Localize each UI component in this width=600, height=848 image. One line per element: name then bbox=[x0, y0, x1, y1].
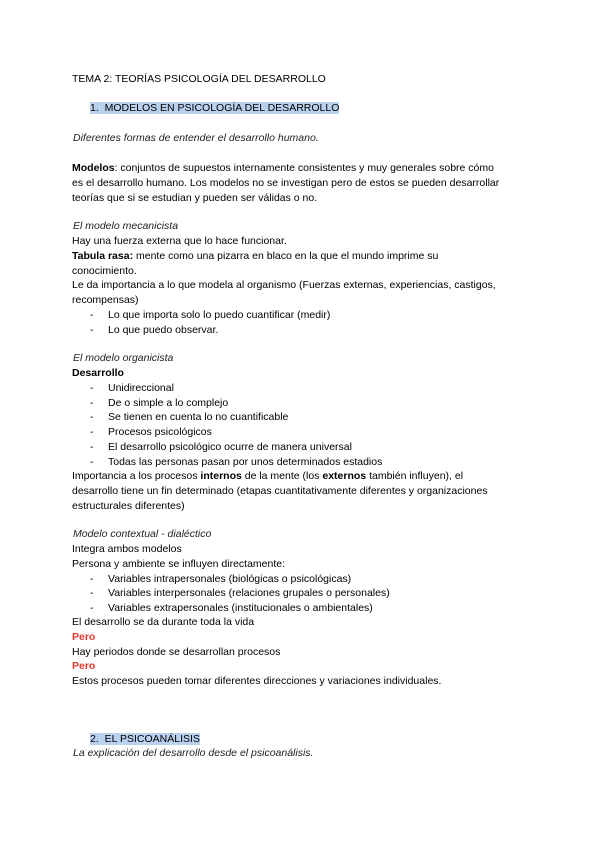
list-dash: - bbox=[90, 397, 94, 409]
list-item: Lo que puedo observar. bbox=[108, 324, 219, 336]
contextual-p3: El desarrollo se da durante toda la vida bbox=[72, 616, 255, 628]
pero-label-1: Pero bbox=[72, 631, 96, 643]
mecanicista-p3-line-2: recompensas) bbox=[72, 294, 139, 306]
list-dash: - bbox=[90, 456, 94, 468]
list-item: Variables intrapersonales (biológicas o psicológicas) bbox=[108, 573, 352, 585]
externos-term: externos bbox=[322, 470, 367, 482]
list-item: Unidireccional bbox=[108, 382, 174, 394]
section-1-intro: Diferentes formas de entender el desarrollo humano. bbox=[73, 132, 319, 144]
section-2-number: 2. bbox=[90, 733, 99, 745]
list-item: Todas las personas pasan por unos determinados estadios bbox=[108, 456, 383, 468]
section-1-heading bbox=[90, 101, 339, 115]
list-item: Variables extrapersonales (institucionales o ambientales) bbox=[108, 602, 373, 614]
section-2-heading bbox=[90, 732, 200, 746]
models-definition-line-3: teorías que si se estudian y pueden ser válidas o no. bbox=[72, 192, 318, 204]
mecanicista-p1: Hay una fuerza externa que lo hace funcionar. bbox=[72, 235, 287, 247]
mecanicista-p3-line-1: Le da importancia a lo que modela al organismo (Fuerzas externas, experiencias, castigos, bbox=[72, 279, 496, 291]
contextual-p2: Persona y ambiente se influyen directamente: bbox=[72, 558, 286, 570]
section-1-number: 1. bbox=[90, 102, 99, 114]
organicista-title: El modelo organicista bbox=[73, 352, 174, 364]
models-definition-line-2: es el desarrollo humano. Los modelos no se investigan pero de estos se pueden desarrollar bbox=[72, 177, 500, 189]
tabula-rasa-line-2: conocimiento. bbox=[72, 265, 137, 277]
models-term: Modelos bbox=[72, 162, 115, 174]
list-item: Variables interpersonales (relaciones grupales o personales) bbox=[108, 587, 390, 599]
organicista-paragraph-line-3: estructurales diferentes) bbox=[72, 500, 185, 512]
list-dash: - bbox=[90, 426, 94, 438]
list-dash: - bbox=[90, 324, 94, 336]
list-dash: - bbox=[90, 411, 94, 423]
list-dash: - bbox=[90, 602, 94, 614]
contextual-p5: Estos procesos pueden tomar diferentes direcciones y variaciones individuales. bbox=[72, 675, 442, 687]
list-item: Procesos psicológicos bbox=[108, 426, 212, 438]
contextual-p1: Integra ambos modelos bbox=[72, 543, 182, 555]
section-1-title: MODELOS EN PSICOLOGÍA DEL DESARROLLO bbox=[104, 102, 340, 114]
pero-label-2: Pero bbox=[72, 660, 96, 672]
organicista-paragraph-line-2: desarrollo tiene un fin determinado (etapas cuantitativamente diferentes y organizaciones bbox=[72, 485, 488, 497]
list-dash: - bbox=[90, 573, 94, 585]
list-item: Se tienen en cuenta lo no cuantificable bbox=[108, 411, 289, 423]
organicista-paragraph-line-1: Importancia a los procesos internos de la mente (los externos también influyen), el bbox=[72, 470, 464, 482]
organicista-subtitle: Desarrollo bbox=[72, 367, 124, 379]
mecanicista-title: El modelo mecanicista bbox=[73, 220, 179, 232]
internos-term: internos bbox=[200, 470, 242, 482]
list-dash: - bbox=[90, 441, 94, 453]
list-item: De o simple a lo complejo bbox=[108, 397, 229, 409]
section-2-title: EL PSICOANÁLISIS bbox=[104, 733, 200, 745]
contextual-p4: Hay periodos donde se desarrollan procesos bbox=[72, 646, 281, 658]
tabula-rasa-line-1: Tabula rasa: mente como una pizarra en blaco en la que el mundo imprime su bbox=[72, 250, 439, 262]
tabula-rasa-term: Tabula rasa: bbox=[72, 250, 134, 262]
document-title: TEMA 2: TEORÍAS PSICOLOGÍA DEL DESARROLLO bbox=[72, 73, 326, 85]
section-2-intro: La explicación del desarrollo desde el psicoanálisis. bbox=[73, 747, 314, 759]
list-item: Lo que importa solo lo puedo cuantificar (medir) bbox=[108, 309, 331, 321]
models-definition-line-1: Modelos: conjuntos de supuestos internamente consistentes y muy generales sobre cómo bbox=[72, 162, 494, 174]
list-dash: - bbox=[90, 587, 94, 599]
list-item: El desarrollo psicológico ocurre de manera universal bbox=[108, 441, 352, 453]
contextual-title: Modelo contextual - dialéctico bbox=[73, 528, 212, 540]
list-dash: - bbox=[90, 382, 94, 394]
list-dash: - bbox=[90, 309, 94, 321]
